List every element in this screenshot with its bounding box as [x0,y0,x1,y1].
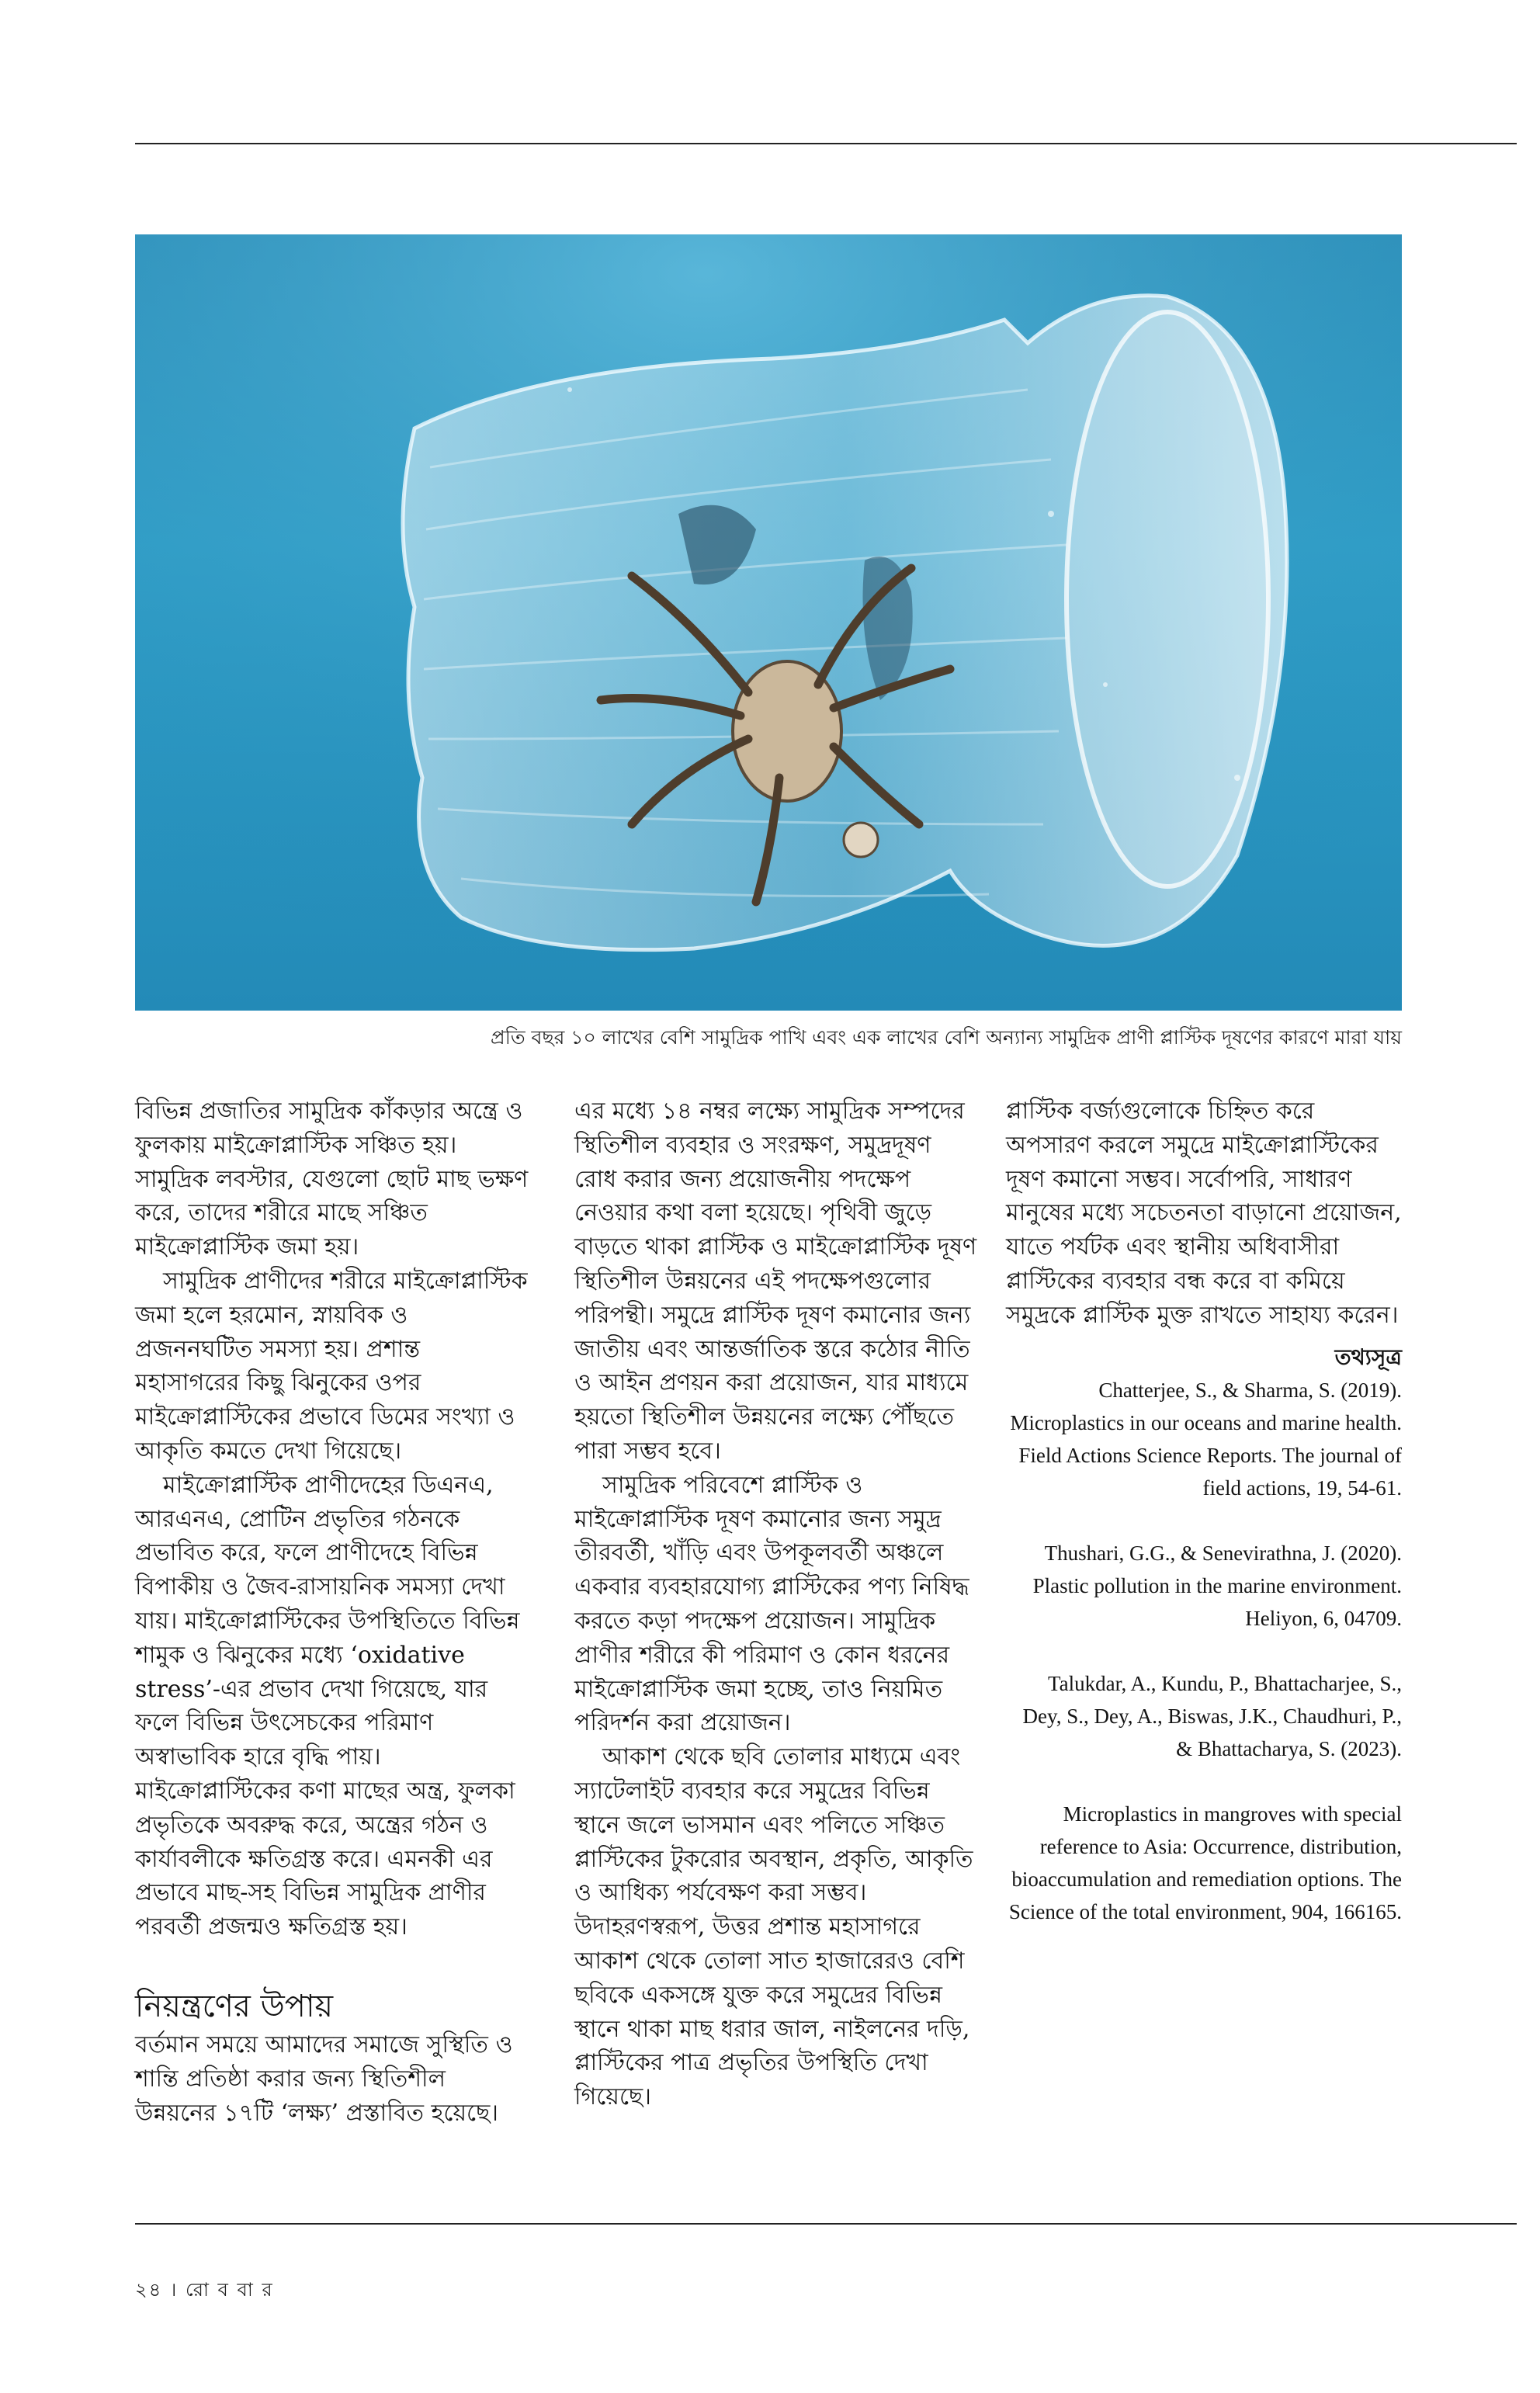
paragraph: বিভিন্ন প্রজাতির সামুদ্রিক কাঁকড়ার অন্ত্রে ও ফুলকায় মাইক্রোপ্লাস্টিক সঞ্চিত হয়। সামুদ্রিক লবস্টার, যেগুলো ছোট মাছ ভক্ষণ করে, তাদের শরীরে মাছে সঞ্চিত মাইক্রোপ্লাস্টিক জমা হয়। [135,1098,529,1261]
paragraph: বর্তমান সময়ে আমাদের সমাজে সুস্থিতি ও শান্তি প্রতিষ্ঠা করার জন্য স্থিতিশীল উন্নয়নের ১৭টি ‘লক্ষ্য’ প্রস্তাবিত হয়েছে। [135,2031,513,2127]
reference-item: Microplastics in mangroves with special reference to Asia: Occurrence, distribution, bioaccumulation and remediation options. The Science of the total environment, 904, 166165. [1008,1802,1402,1924]
paragraph: আকাশ থেকে ছবি তোলার মাধ্যমে এবং স্যাটেলাইট ব্যবহার করে সমুদ্রের বিভিন্ন স্থানে জলে ভাসমান এবং পলিতে সঞ্চিত প্লাস্টিকের টুকরোর অবস্থান, প্রকৃতি, আকৃতি ও আধিক্য পর্যবেক্ষণ করা সম্ভব। উদাহরণস্বরূপ, উত্তর প্রশান্ত মহাসাগরে আকাশ থেকে তোলা সাত হাজারেরও বেশি ছবিকে একসঙ্গে যুক্ত করে সমুদ্রের বিভিন্ন স্থানে থাকা মাছ ধরার জাল, নাইলনের দড়ি, প্লাস্টিকের পাত্র প্রভৃতির উপস্থিতি দেখা গিয়েছে। [574,1743,973,2111]
top-rule [135,143,1517,144]
column-1 [135,1094,529,2130]
sources-title: তথ্যসূত্র [1334,1344,1402,1370]
crab-in-plastic-cup-photo [135,234,1402,1011]
column-2 [574,1094,978,2114]
paragraph: এর মধ্যে ১৪ নম্বর লক্ষ্যে সামুদ্রিক সম্পদের স্থিতিশীল ব্যবহার ও সংরক্ষণ, সমুদ্রদূষণ রোধ করার জন্য প্রয়োজনীয় পদক্ষেপ নেওয়ার কথা বলা হয়েছে। পৃথিবী জুড়ে বাড়তে থাকা প্লাস্টিক ও মাইক্রোপ্লাস্টিক দূষণ স্থিতিশীল উন্নয়নের এই পদক্ষেপগুলোর পরিপন্থী। সমুদ্রে প্লাস্টিক দূষণ কমানোর জন্য জাতীয় এবং আন্তর্জাতিক স্তরে কঠোর নীতি ও আইন প্রণয়ন করা প্রয়োজন, যার মাধ্যমে হয়তো স্থিতিশীল উন্নয়নের লক্ষ্যে পৌঁছতে পারা সম্ভব হবে। [574,1098,977,1465]
reference-item: Talukdar, A., Kundu, P., Bhattacharjee, S., Dey, S., Dey, A., Biswas, J.K., Chaudhuri, P., & Bhattacharya, S. (2023). [1022,1672,1402,1761]
bottom-rule [135,2223,1517,2225]
reference-item: Thushari, G.G., & Senevirathna, J. (2020). Plastic pollution in the marine environment. Heliyon, 6, 04709. [1032,1542,1402,1631]
section-heading: নিয়ন্ত্রণের উপায় [135,1988,334,2024]
photo-caption: প্রতি বছর ১০ লাখের বেশি সামুদ্রিক পাখি এবং এক লাখের বেশি অন্যান্য সামুদ্রিক প্রাণী প্লাস্টিক দূষণের কারণে মারা যায় [491,1026,1402,1049]
paragraph: প্লাস্টিক বর্জ্যগুলোকে চিহ্নিত করে অপসারণ করলে সমুদ্রে মাইক্রোপ্লাস্টিকের দূষণ কমানো সম্ভব। সর্বোপরি, সাধারণ মানুষের মধ্যে সচেতনতা বাড়ানো প্রয়োজন, যাতে পর্যটক এবং স্থানীয় অধিবাসীরা প্লাস্টিকের ব্যবহার বন্ধ করে বা কমিয়ে সমুদ্রকে প্লাস্টিক মুক্ত রাখতে সাহায্য করেন। [1006,1098,1402,1329]
page-footer: ২৪ । রো ব বা র [135,2279,274,2301]
photo-illustration [135,234,1402,1011]
reference-item: Chatterjee, S., & Sharma, S. (2019). Microplastics in our oceans and marine health. Field Actions Science Reports. The journal of field actions, 19, 54-61. [1010,1379,1402,1500]
column-3 [1006,1094,1402,1928]
paragraph: সামুদ্রিক পরিবেশে প্লাস্টিক ও মাইক্রোপ্লাস্টিক দূষণ কমানোর জন্য সমুদ্র তীরবর্তী, খাঁড়ি এবং উপকূলবর্তী অঞ্চলে একবার ব্যবহারযোগ্য প্লাস্টিকের পণ্য নিষিদ্ধ করতে কড়া পদক্ষেপ প্রয়োজন। সামুদ্রিক প্রাণীর শরীরে কী পরিমাণ ও কোন ধরনের মাইক্রোপ্লাস্টিক জমা হচ্ছে, তাও নিয়মিত পরিদর্শন করা প্রয়োজন। [574,1471,969,1737]
paragraph: সামুদ্রিক প্রাণীদের শরীরে মাইক্রোপ্লাস্টিক জমা হলে হরমোন, স্নায়বিক ও প্রজননঘটিত সমস্যা হয়। প্রশান্ত মহাসাগরের কিছু ঝিনুকের ওপর মাইক্রোপ্লাস্টিকের প্রভাবে ডিমের সংখ্যা ও আকৃতি কমতে দেখা গিয়েছে। [135,1267,528,1465]
paragraph: মাইক্রোপ্লাস্টিক প্রাণীদেহের ডিএনএ, আরএনএ, প্রোটিন প্রভৃতির গঠনকে প্রভাবিত করে, ফলে প্রাণীদেহে বিভিন্ন বিপাকীয় ও জৈব-রাসায়নিক সমস্যা দেখা যায়। মাইক্রোপ্লাস্টিকের উপস্থিতিতে বিভিন্ন শামুক ও ঝিনুকের মধ্যে ‘oxidative stress’-এর প্রভাব দেখা গিয়েছে, যার ফলে বিভিন্ন উৎসেচকের পরিমাণ অস্বাভাবিক হারে বৃদ্ধি পায়। মাইক্রোপ্লাস্টিকের কণা মাছের অন্ত্র, ফুলকা প্রভৃতিকে অবরুদ্ধ করে, অন্ত্রের গঠন ও কার্যাবলীকে ক্ষতিগ্রস্ত করে। এমনকী এর প্রভাবে মাছ-সহ বিভিন্ন সামুদ্রিক প্রাণীর পরবর্তী প্রজন্মও ক্ষতিগ্রস্ত হয়। [135,1471,520,1941]
